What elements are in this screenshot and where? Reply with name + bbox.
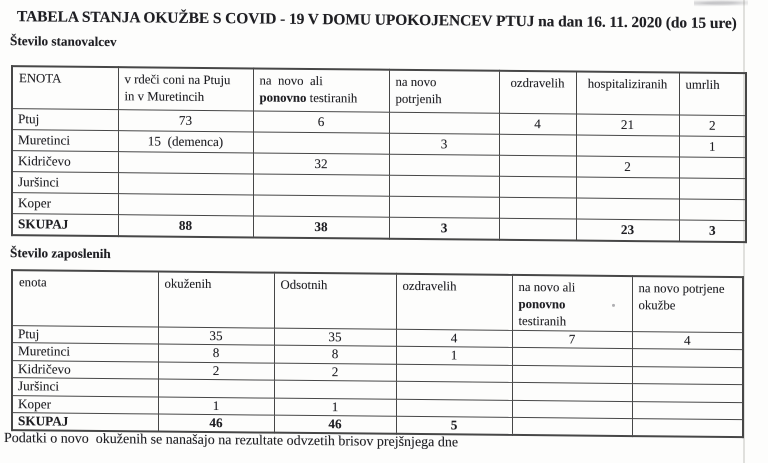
column-header-deceased: umrlih <box>679 73 746 116</box>
residents-table <box>11 65 747 243</box>
row-label-cell: Juršinci <box>12 171 118 193</box>
value-cell: 3 <box>679 220 746 243</box>
value-cell <box>512 365 632 384</box>
value-cell <box>632 384 743 403</box>
residents-table-header <box>12 66 746 115</box>
value-cell <box>396 381 512 400</box>
header-line: potrjenih <box>395 91 442 107</box>
value-cell <box>396 364 512 383</box>
value-cell: 3 <box>389 133 499 155</box>
value-cell <box>679 178 746 200</box>
value-cell <box>389 196 499 218</box>
row-label-cell: SKUPAJ <box>12 413 158 432</box>
header-line: okužbe <box>638 298 676 313</box>
value-cell <box>158 379 274 398</box>
column-header-infected: okuženih <box>158 272 274 328</box>
header-bold-word: ponovno <box>259 90 307 105</box>
value-cell: 1 <box>158 397 274 416</box>
value-cell <box>632 419 743 438</box>
row-label-cell: Ptuj <box>12 108 118 130</box>
staff-table <box>11 269 744 438</box>
value-cell <box>118 193 253 215</box>
staff-table-body <box>12 325 743 437</box>
scan-smudge-artifact <box>694 0 748 7</box>
value-cell: 6 <box>253 110 389 132</box>
value-cell <box>499 134 576 156</box>
staff-section-heading: Število zaposlenih <box>10 245 111 262</box>
value-cell <box>576 135 679 157</box>
value-cell: 2 <box>576 156 679 178</box>
value-cell: 46 <box>158 414 274 433</box>
column-header-absent: Odsotnih <box>274 273 396 329</box>
value-cell: 88 <box>118 214 253 237</box>
header-line: na novo <box>395 74 437 90</box>
column-header-red-zone <box>118 67 253 110</box>
value-cell <box>679 157 746 179</box>
value-cell: 35 <box>274 328 396 347</box>
value-cell <box>632 401 743 420</box>
value-cell: 1 <box>396 346 512 365</box>
column-header-enota: enota <box>12 270 158 327</box>
column-header-new-confirmed <box>632 276 743 332</box>
document-title: TABELA STANJA OKUŽBE S COVID - 19 V DOMU UPOKOJENCEV PTUJ na dan 16. 11. 2020 (do 15 ure) <box>17 8 737 33</box>
value-cell: 15 (demenca) <box>118 130 253 152</box>
row-label-cell: Kidričevo <box>12 360 158 379</box>
staff-header-row <box>12 270 743 332</box>
header-line: in v Muretincih <box>124 89 205 104</box>
header-line: na novo potrjene <box>638 281 725 296</box>
value-cell: 3 <box>389 217 499 240</box>
value-cell <box>274 380 396 399</box>
row-label-cell: Ptuj <box>12 325 158 344</box>
column-header-recovered: ozdravelih <box>396 274 512 330</box>
header-line <box>260 89 383 107</box>
value-cell <box>512 348 632 367</box>
column-header-recovered: ozdravelih <box>499 71 576 114</box>
column-header-retested <box>253 68 389 111</box>
row-label-cell: Juršinci <box>12 378 158 397</box>
value-cell <box>679 199 746 221</box>
column-header-enota: ENOTA <box>12 66 118 109</box>
header-bold-word: ponovno <box>518 296 566 312</box>
value-cell: 35 <box>158 327 274 346</box>
header-line: v rdeči coni na Ptuju <box>124 72 231 88</box>
value-cell <box>499 155 576 177</box>
value-cell <box>512 383 632 402</box>
value-cell: 23 <box>576 219 679 242</box>
value-cell: 4 <box>499 113 576 135</box>
value-cell <box>512 400 632 419</box>
value-cell: 8 <box>274 345 396 364</box>
value-cell: 2 <box>274 363 396 382</box>
value-cell <box>389 175 499 197</box>
value-cell <box>389 112 499 134</box>
value-cell <box>253 194 389 216</box>
value-cell: 4 <box>396 329 512 348</box>
value-cell: 1 <box>274 398 396 417</box>
value-cell <box>499 197 576 219</box>
column-header-newly-confirmed <box>389 70 499 113</box>
row-label-cell: Koper <box>12 395 158 414</box>
value-cell: 7 <box>512 330 632 349</box>
value-cell <box>499 176 576 198</box>
value-cell <box>253 131 389 153</box>
value-cell <box>499 218 576 241</box>
header-line: na novo ali <box>518 279 576 295</box>
value-cell <box>118 172 253 194</box>
residents-header-row <box>12 66 746 115</box>
value-cell: 46 <box>274 415 396 434</box>
scan-dot-artifact <box>612 304 615 307</box>
value-cell <box>512 418 632 437</box>
value-cell: 38 <box>253 215 389 238</box>
value-cell: 32 <box>253 152 389 174</box>
header-line <box>519 296 626 314</box>
row-label-cell: Kidričevo <box>12 150 118 172</box>
residents-table-body <box>12 108 746 242</box>
value-cell: 1 <box>679 136 746 158</box>
row-label-cell: Koper <box>12 192 118 214</box>
value-cell <box>396 399 512 418</box>
residents-section-heading: Število stanovalcev <box>10 33 117 50</box>
value-cell <box>389 154 499 176</box>
value-cell <box>576 198 679 220</box>
value-cell: 5 <box>396 416 512 435</box>
row-label-cell: Muretinci <box>12 129 118 151</box>
value-cell: 2 <box>679 115 746 137</box>
value-cell <box>118 151 253 173</box>
column-header-hospitalized: hospitaliziranih <box>576 72 679 115</box>
value-cell: 2 <box>158 362 274 381</box>
staff-table-header <box>12 270 743 332</box>
value-cell <box>576 177 679 199</box>
row-label-cell: SKUPAJ <box>12 213 118 236</box>
header-line: testiranih <box>518 313 567 329</box>
header-rest-word: testiranih <box>309 90 358 106</box>
value-cell <box>632 349 743 368</box>
header-line: na novo ali <box>259 73 323 89</box>
value-cell: 8 <box>158 344 274 363</box>
value-cell: 21 <box>576 114 679 136</box>
value-cell: 73 <box>118 109 253 131</box>
value-cell <box>632 366 743 385</box>
value-cell: 4 <box>632 331 743 350</box>
value-cell <box>253 173 389 195</box>
row-label-cell: Muretinci <box>12 343 158 362</box>
footer-note: Podatki o novo okuženih se nanašajo na rezultate odvzetih brisov prejšnjega dne <box>4 431 459 451</box>
